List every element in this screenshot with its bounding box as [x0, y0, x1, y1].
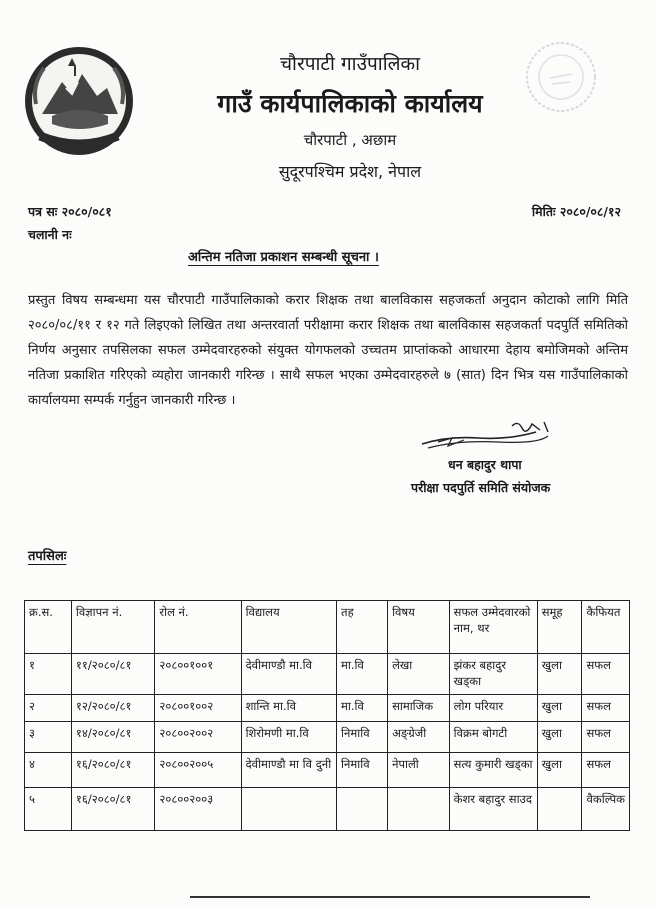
header-candidate-name: सफल उम्मेदवारको नाम, थर: [449, 601, 537, 654]
cell-group: खुला: [537, 753, 582, 788]
municipality-emblem-icon: [22, 44, 136, 158]
cell-remarks: सफल: [582, 695, 630, 722]
table-row: [25, 788, 630, 831]
cell-advert-no: १४/२०८०/८१: [71, 722, 154, 753]
cell-serial: ४: [25, 753, 72, 788]
cell-subject: नेपाली: [388, 753, 450, 788]
cell-roll-no: २०८००२००५: [155, 753, 241, 788]
cell-remarks: सफल: [582, 654, 630, 695]
cell-candidate-name: लोग परियार: [449, 695, 537, 722]
cell-group: खुला: [537, 654, 582, 695]
cell-remarks: सफल: [582, 722, 630, 753]
cell-school: शान्ति मा.वि: [241, 695, 336, 722]
cell-serial: १: [25, 654, 72, 695]
cell-remarks: सफल: [582, 753, 630, 788]
header-advert-no: विज्ञापन नं.: [71, 601, 154, 654]
cell-serial: ५: [25, 788, 72, 831]
table-header-row: [25, 601, 630, 654]
cell-group: [537, 788, 582, 831]
header-serial: क्र.स.: [25, 601, 72, 654]
cell-level: मा.वि: [337, 695, 388, 722]
cell-remarks: वैकल्पिक: [582, 788, 630, 831]
cell-school: [241, 788, 336, 831]
details-label: तपसिलः: [28, 549, 67, 564]
signatory-title: परीक्षा पदपुर्ति समिति संयोजक: [411, 480, 551, 495]
office-name: गाउँ कार्यपालिकाको कार्यालय: [217, 89, 483, 118]
header-subject: विषय: [388, 601, 450, 654]
cell-subject: [388, 788, 450, 831]
cell-candidate-name: केशर बहादुर साउद: [449, 788, 537, 831]
cell-level: निमावि: [337, 722, 388, 753]
table-row: [25, 753, 630, 788]
cell-roll-no: २०८००१००१: [155, 654, 241, 695]
cell-candidate-name: झंकर बहादुर खड्का: [449, 654, 537, 695]
cell-group: खुला: [537, 695, 582, 722]
cell-advert-no: १६/२०८०/८१: [71, 788, 154, 831]
cell-school: शिरोमणी मा.वि: [241, 722, 336, 753]
cell-group: खुला: [537, 722, 582, 753]
notice-body: प्रस्तुत विषय सम्बन्धमा यस चौरपाटी गाउँपालिकाको करार शिक्षक तथा बालविकास सहजकर्ता अनुदान कोटाको लागि मिति २०८०/०८/११ र १२ गते लिइएको लिखित तथा अन्तरवार्ता परीक्षामा करार शिक्षक तथा बालविकास सहजकर्ता पदपुर्ति समितिको निर्णय अनुसार तपसिलका सफल उम्मेदवारहरुको संयुक्त योगफलको उच्चतम प्राप्तांकको आधारमा देहाय बमोजिमको अन्तिम नतिजा प्रकाशित गरिएको व्यहोरा जानकारी गरिन्छ । साथै सफल भएका उम्मेदवारहरुले ७ (सात) दिन भित्र यस गाउँपालिकाको कार्यालयमा सम्पर्क गर्नुहुन जानकारी गरिन्छ ।: [28, 293, 628, 408]
cell-subject: अङ्ग्रेजी: [388, 722, 450, 753]
signatory-name: धन बहादुर थापा: [448, 457, 522, 472]
header-remarks: कैफियत: [582, 601, 630, 654]
table-row: [25, 695, 630, 722]
cell-subject: सामाजिक: [388, 695, 450, 722]
footer-divider: [190, 896, 590, 898]
header-group: समूह: [537, 601, 582, 654]
cell-serial: ३: [25, 722, 72, 753]
signature-icon: [418, 418, 558, 454]
letter-number: पत्र सः २०८०/०८१: [28, 204, 112, 219]
cell-level: निमावि: [337, 753, 388, 788]
table-row: [25, 722, 630, 753]
cell-roll-no: २०८००२००२: [155, 722, 241, 753]
cell-roll-no: २०८००१००२: [155, 695, 241, 722]
notice-subject: अन्तिम नतिजा प्रकाशन सम्बन्धी सूचना ।: [188, 250, 379, 265]
cell-advert-no: १२/२०८०/८१: [71, 695, 154, 722]
header-level: तह: [337, 601, 388, 654]
letter-date: मितिः २०८०/०८/१२: [531, 204, 621, 219]
table-row: [25, 654, 630, 695]
results-table: [24, 600, 630, 831]
cell-roll-no: २०८००२००३: [155, 788, 241, 831]
cell-level: मा.वि: [337, 654, 388, 695]
cell-level: [337, 788, 388, 831]
header-school: विद्यालय: [241, 601, 336, 654]
cell-advert-no: १६/२०८०/८१: [71, 753, 154, 788]
cell-subject: लेखा: [388, 654, 450, 695]
cell-candidate-name: सत्य कुमारी खड्का: [449, 753, 537, 788]
header-roll-no: रोल नं.: [155, 601, 241, 654]
dispatch-number: चलानी नः: [28, 227, 72, 242]
cell-advert-no: ११/२०८०/८१: [71, 654, 154, 695]
municipality-name: चौरपाटी गाउँपालिका: [279, 53, 421, 75]
cell-serial: २: [25, 695, 72, 722]
province-address: सुदूरपश्चिम प्रदेश, नेपाल: [278, 162, 422, 181]
cell-candidate-name: विक्रम बोगटी: [449, 722, 537, 753]
cell-school: देवीमाण्डौ मा.वि: [241, 654, 336, 695]
cell-school: देवीमाण्डौ मा वि दुनी: [241, 753, 336, 788]
office-address: चौरपाटी , अछाम: [303, 131, 397, 149]
